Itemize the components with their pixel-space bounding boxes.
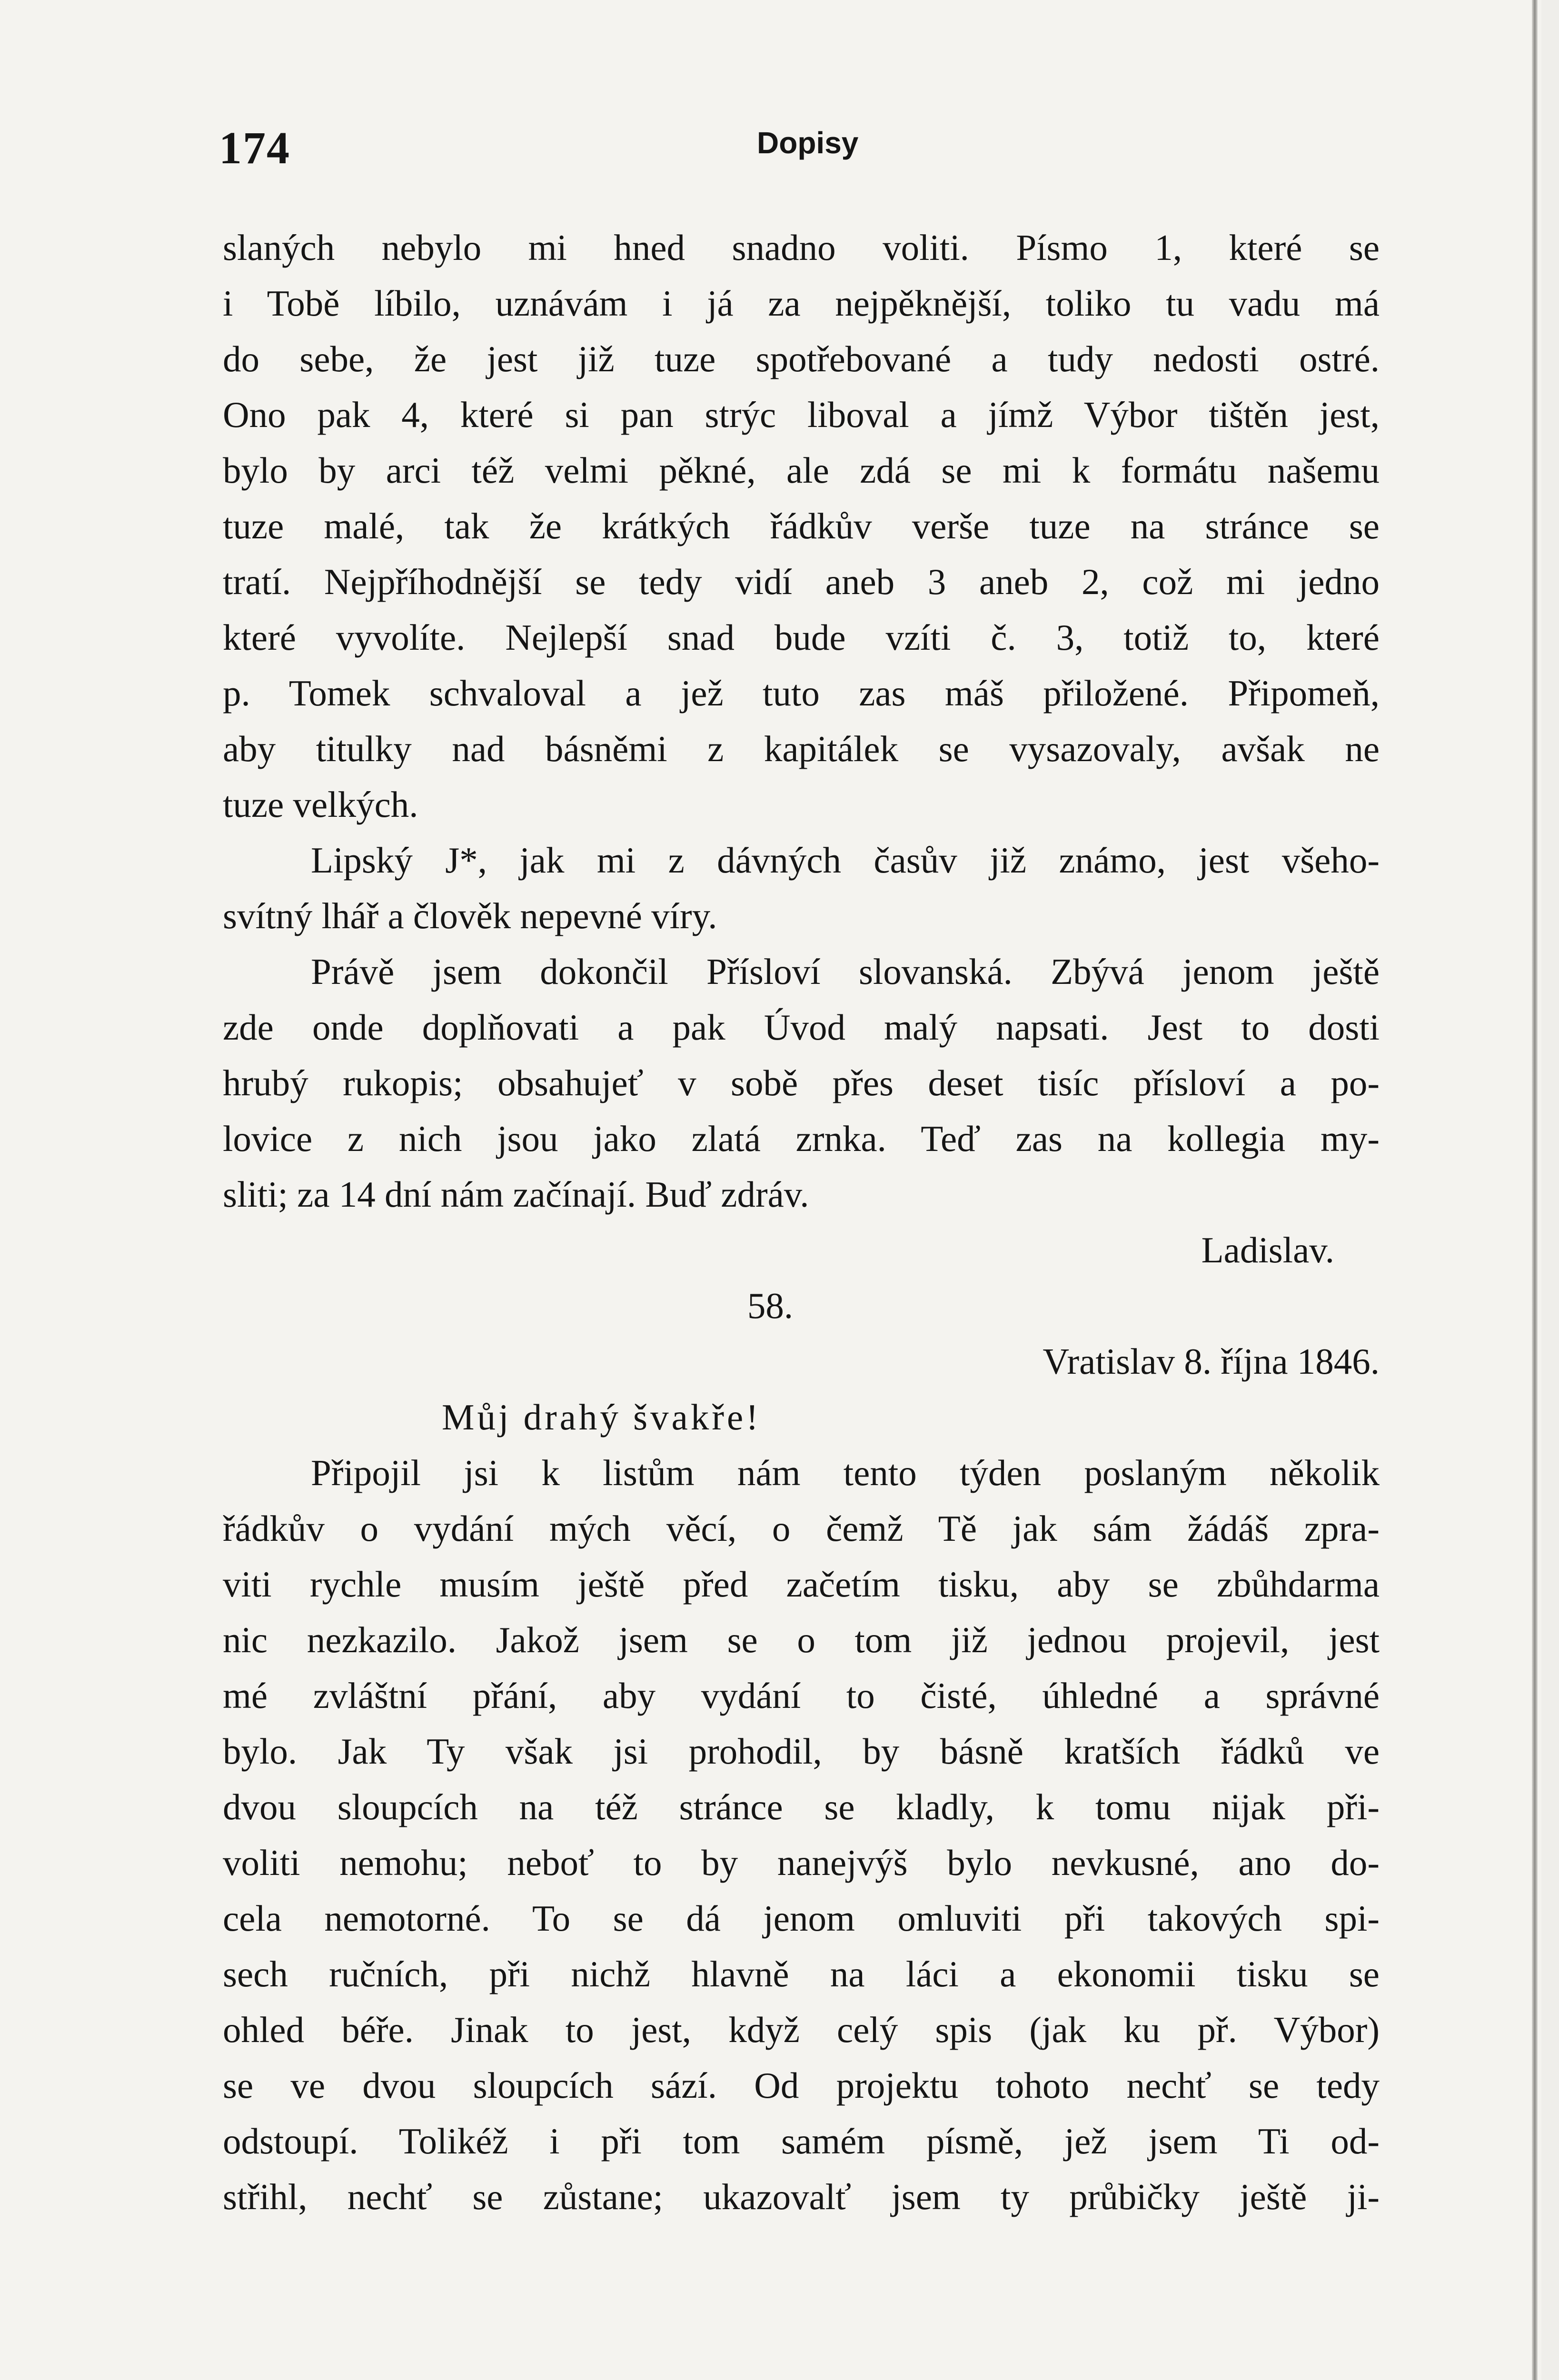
text-line: ohled béře. Jinak to jest, když celý spis (jak ku př. Výbor) xyxy=(223,2009,1380,2050)
text-line: slaných nebylo mi hned snadno voliti. Písmo 1, které se xyxy=(223,227,1380,268)
text-line: tuze malé, tak že krátkých řádkův verše tuze na stránce se xyxy=(223,506,1380,546)
text-line: zde onde doplňovati a pak Úvod malý napsati. Jest to dosti xyxy=(223,1007,1380,1048)
text-line: do sebe, že jest již tuze spotřebované a tudy nedosti ostré. xyxy=(223,338,1380,379)
text-line: střihl, nechť se zůstane; ukazovalť jsem ty průbičky ještě ji- xyxy=(223,2176,1380,2217)
text-line: odstoupí. Tolikéž i při tom samém písmě, jež jsem Ti od- xyxy=(223,2121,1380,2162)
text-line: cela nemotorné. To se dá jenom omluviti při takových spi- xyxy=(223,1898,1380,1939)
page-edge-margin xyxy=(1541,0,1559,2380)
letter-number: 58. xyxy=(747,1285,794,1326)
text-line: Připojil jsi k listům nám tento týden poslaným několik xyxy=(311,1452,1380,1493)
text-line: svítný lhář a člověk nepevné víry. xyxy=(223,895,717,936)
text-line: p. Tomek schvaloval a jež tuto zas máš přiložené. Připomeň, xyxy=(223,673,1380,714)
text-line: i Tobě líbilo, uznávám i já za nejpěknější, toliko tu vadu má xyxy=(223,283,1380,324)
text-line: sech ručních, při nichž hlavně na láci a ekonomii tisku se xyxy=(223,1954,1380,1994)
text-line: hrubý rukopis; obsahujeť v sobě přes deset tisíc přísloví a po- xyxy=(223,1062,1380,1103)
text-line: nic nezkazilo. Jakož jsem se o tom již jednou projevil, jest xyxy=(223,1619,1380,1660)
text-line: sliti; za 14 dní nám začínají. Buď zdráv. xyxy=(223,1174,809,1215)
text-line: Právě jsem dokončil Přísloví slovanská. Zbývá jenom ještě xyxy=(311,951,1380,992)
page-text xyxy=(223,220,1380,2225)
text-line: se ve dvou sloupcích sází. Od projektu tohoto nechť se tedy xyxy=(223,2065,1380,2106)
text-line: dvou sloupcích na též stránce se kladly, k tomu nijak při- xyxy=(223,1786,1380,1827)
dateline: Vratislav 8. října 1846. xyxy=(1043,1341,1380,1382)
text-line: aby titulky nad básněmi z kapitálek se vysazovaly, avšak ne xyxy=(223,728,1380,769)
text-line: bylo. Jak Ty však jsi prohodil, by básně kratších řádků ve xyxy=(223,1731,1380,1772)
text-line: viti rychle musím ještě před začetím tisku, aby se zbůhdarma xyxy=(223,1564,1380,1605)
text-line: tratí. Nejpříhodnější se tedy vidí aneb 3 aneb 2, což mi jedno xyxy=(223,561,1380,602)
signature: Ladislav. xyxy=(1201,1230,1334,1270)
text-line: voliti nemohu; neboť to by nanejvýš bylo nevkusné, ano do- xyxy=(223,1842,1380,1883)
text-line: tuze velkých. xyxy=(223,784,418,825)
text-line: Lipský J*, jak mi z dávných časův již známo, jest všeho- xyxy=(311,840,1380,881)
text-line: Ono pak 4, které si pan strýc liboval a jímž Výbor tištěn jest, xyxy=(223,394,1380,435)
text-line: které vyvolíte. Nejlepší snad bude vzíti č. 3, totiž to, které xyxy=(223,617,1380,658)
salutation: Můj drahý švakře! xyxy=(442,1397,761,1438)
page-number: 174 xyxy=(219,122,290,173)
page-header xyxy=(219,121,1385,178)
running-title: Dopisy xyxy=(757,126,859,160)
text-line: bylo by arci též velmi pěkné, ale zdá se mi k formátu našemu xyxy=(223,450,1380,491)
text-line: lovice z nich jsou jako zlatá zrnka. Teď zas na kollegia my- xyxy=(223,1118,1380,1159)
page-edge-shadow xyxy=(1532,0,1538,2380)
text-line: řádkův o vydání mých věcí, o čemž Tě jak sám žádáš zpra- xyxy=(223,1508,1380,1549)
text-line: mé zvláštní přání, aby vydání to čisté, úhledné a správné xyxy=(223,1675,1380,1716)
